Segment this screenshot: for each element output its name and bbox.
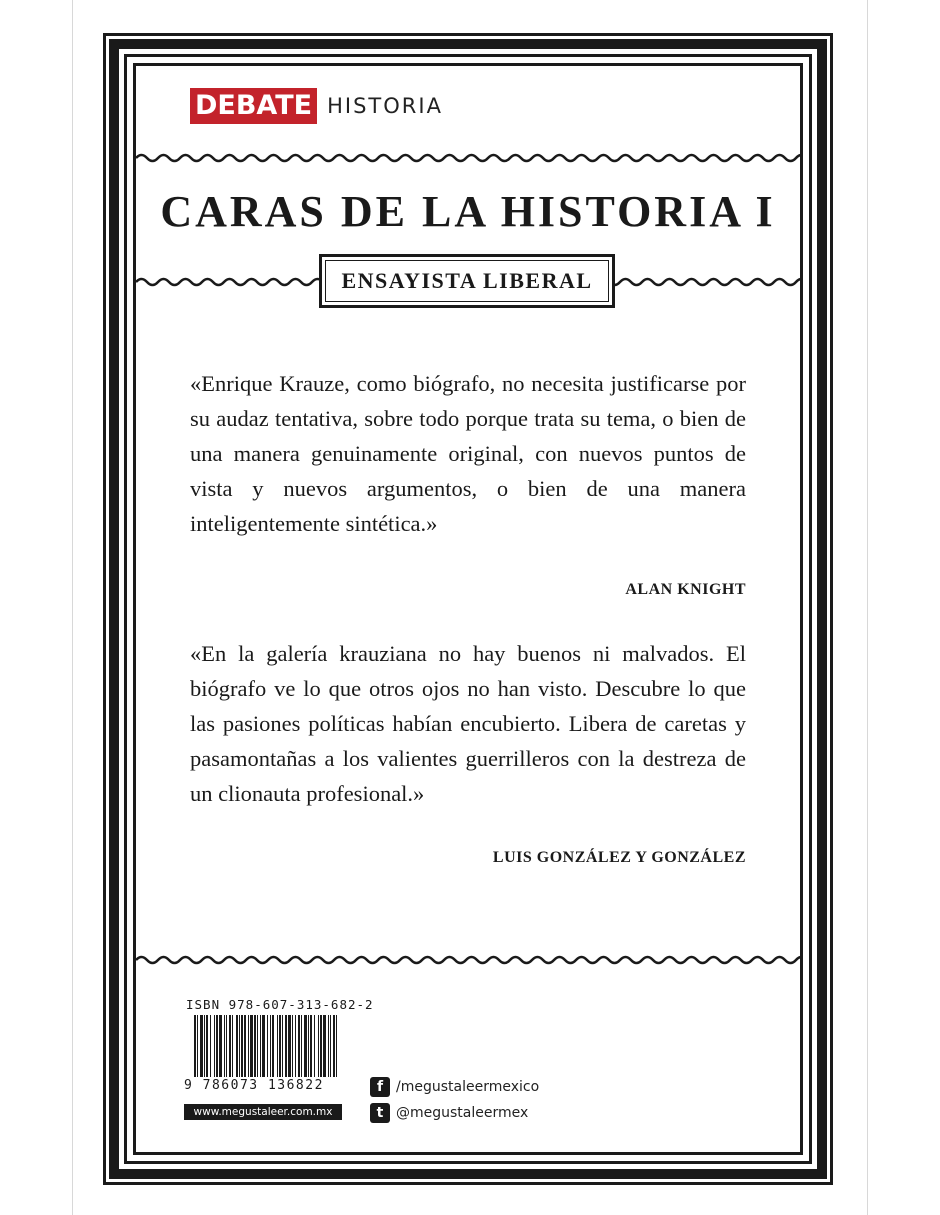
barcode-bar: [204, 1015, 205, 1077]
barcode-bar: [333, 1015, 335, 1077]
barcode-bar: [301, 1015, 302, 1077]
barcode-bar: [336, 1015, 337, 1077]
barcode-bar: [197, 1015, 198, 1077]
barcode-bar: [224, 1015, 225, 1077]
barcode: [194, 1015, 339, 1077]
facebook-link: [370, 1077, 539, 1097]
barcode-bar: [206, 1015, 208, 1077]
barcode-bar: [262, 1015, 265, 1077]
barcode-bar: [267, 1015, 268, 1077]
debate-logo: DEBATE: [190, 88, 317, 124]
barcode-bar: [279, 1015, 281, 1077]
barcode-bar: [308, 1015, 309, 1077]
barcode-bar: [277, 1015, 278, 1077]
barcode-bar: [318, 1015, 319, 1077]
barcode-bar: [295, 1015, 296, 1077]
book-title: CARAS DE LA HISTORIA I: [160, 187, 776, 236]
barcode-bar: [292, 1015, 293, 1077]
barcode-bar: [210, 1015, 211, 1077]
barcode-bar: [257, 1015, 258, 1077]
barcode-bar: [272, 1015, 274, 1077]
barcode-bar: [250, 1015, 253, 1077]
barcode-bar: [314, 1015, 315, 1077]
barcode-bar: [236, 1015, 238, 1077]
barcode-bar: [216, 1015, 218, 1077]
collection-name: HISTORIA: [327, 94, 443, 118]
barcode-bar: [200, 1015, 203, 1077]
barcode-bar: [282, 1015, 283, 1077]
quote-1: «Enrique Krauze, como biógrafo, no necesita justificarse por su audaz tentativa, sobre todo porque trata su tema, o bien de una manera genuinamente original, con nuevos puntos de vista y nuevos argumentos, o bien de una manera inteligentemente sintética.»: [190, 371, 746, 536]
barcode-bar: [328, 1015, 329, 1077]
quote-2: «En la galería krauziana no hay buenos ni malvados. El biógrafo ve lo que otros ojos no han visto. Descubre lo que las pasiones políticas habían encubierto. Libera de caretas y pasamontañas a los valientes guerrilleros con la destreza de un clionauta profesional.»: [190, 641, 746, 806]
barcode-number: 9 786073 136822: [184, 1078, 324, 1093]
website-label: www.megustaleer.com.mx: [184, 1104, 342, 1120]
twitter-icon: t: [370, 1103, 390, 1123]
barcode-bar: [232, 1015, 233, 1077]
barcode-bar: [219, 1015, 222, 1077]
barcode-bar: [260, 1015, 261, 1077]
quote-1-author: ALAN KNIGHT: [625, 581, 746, 598]
barcode-bar: [239, 1015, 240, 1077]
barcode-bar: [304, 1015, 307, 1077]
quote-2-author: LUIS GONZÁLEZ Y GONZÁLEZ: [492, 849, 746, 866]
barcode-bar: [226, 1015, 227, 1077]
barcode-bar: [254, 1015, 256, 1077]
barcode-bar: [244, 1015, 246, 1077]
book-subtitle: ENSAYISTA LIBERAL: [325, 260, 609, 302]
facebook-handle: /megustaleermexico: [396, 1079, 540, 1095]
barcode-bar: [248, 1015, 249, 1077]
barcode-bar: [323, 1015, 326, 1077]
barcode-bar: [330, 1015, 331, 1077]
subtitle-box: [319, 254, 615, 308]
barcode-bar: [285, 1015, 287, 1077]
isbn-label: ISBN 978-607-313-682-2: [186, 997, 374, 1012]
twitter-handle: @megustaleermex: [396, 1105, 529, 1121]
barcode-bar: [288, 1015, 291, 1077]
publisher-brand: [190, 88, 443, 124]
barcode-bar: [320, 1015, 322, 1077]
facebook-icon: f: [370, 1077, 390, 1097]
barcode-bar: [214, 1015, 215, 1077]
wave-divider-top: [136, 151, 800, 165]
barcode-bar: [194, 1015, 196, 1077]
barcode-bar: [298, 1015, 300, 1077]
wave-divider-bottom: [136, 953, 800, 967]
barcode-bar: [310, 1015, 312, 1077]
twitter-link: [370, 1103, 528, 1123]
barcode-bar: [270, 1015, 271, 1077]
barcode-bar: [229, 1015, 231, 1077]
barcode-bar: [241, 1015, 243, 1077]
